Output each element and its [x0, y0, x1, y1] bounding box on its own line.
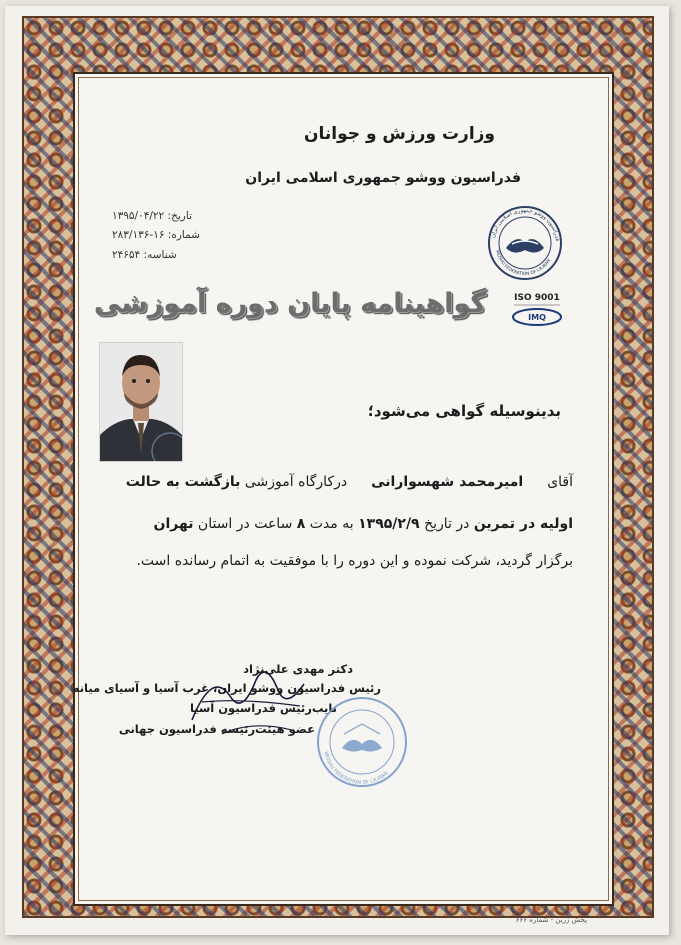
recipient-photo	[99, 342, 183, 462]
svg-text:فدراسیون ووشو جمهوری اسلامی ای	[490, 208, 560, 242]
province: تهران	[153, 516, 194, 532]
line2-part1: اولیه در تمرین	[473, 516, 573, 532]
iso-label: ISO 9001	[514, 293, 560, 303]
certification-intro: بدینوسیله گواهی می‌شود؛	[367, 402, 561, 420]
printer-footer: پخش زرین - شماره ۶۶۶	[515, 916, 587, 924]
workshop-name: بازگشت به حالت	[125, 474, 241, 490]
federation-logo-icon	[486, 204, 564, 282]
svg-text:WUSHU FEDERATION OF I.R.IRAN: WUSHU FEDERATION OF I.R.IRAN	[322, 751, 390, 787]
logo-arc-text: فدراسیون ووشو جمهوری اسلامی ایران	[490, 207, 560, 242]
body-line-3: برگزار گردید، شرکت نموده و این دوره را با موفقیت به اتمام رسانده است.	[136, 553, 573, 569]
body-line-1	[126, 474, 573, 490]
issue-number: شماره: ۱۶-۲۸۳/۱۳۶	[112, 229, 200, 241]
issue-date: تاریخ: ۱۳۹۵/۰۴/۲۲	[112, 210, 192, 222]
salutation: آقای	[547, 474, 573, 490]
certificate-id: شناسه: ۲۴۶۵۴	[112, 249, 177, 261]
body-line-2	[154, 516, 574, 532]
line2-part2: در تاریخ	[424, 516, 470, 532]
iso-sub: IMQ	[528, 313, 546, 322]
logo-bottom-text: WUSHU FEDERATION OF I.R.IRAN	[494, 249, 553, 278]
signatory-role-1: رئیس فدراسیون ووشو ایران، غرب آسیا و آسیای میانه	[72, 681, 381, 695]
recipient-name: امیرمحمد شهسوارانی	[371, 474, 524, 490]
iso-badge-icon	[506, 290, 568, 330]
ministry-heading: وزارت ورزش و جوانان	[304, 124, 495, 144]
signatory-role-3: عضو هیئت‌رئیسه فدراسیون جهانی	[118, 722, 315, 736]
line2-part4: ساعت در استان	[197, 516, 293, 532]
official-stamp-icon	[314, 694, 410, 790]
portrait-image	[100, 343, 182, 461]
line2-part3: به مدت	[309, 516, 354, 532]
certificate-title: گواهینامه پایان دوره آموزشی	[93, 288, 486, 319]
course-hours: ۸	[296, 516, 306, 532]
federation-heading: فدراسیون ووشو جمهوری اسلامی ایران	[245, 170, 521, 186]
workshop-label: درکارگاه آموزشی	[244, 474, 348, 490]
signatory-name: دکتر مهدی علی‌نژاد	[243, 662, 353, 676]
signatory-role-2: نایب‌رئیس فدراسیون آسیا	[189, 701, 337, 715]
course-date: ۱۳۹۵/۲/۹	[358, 516, 420, 532]
